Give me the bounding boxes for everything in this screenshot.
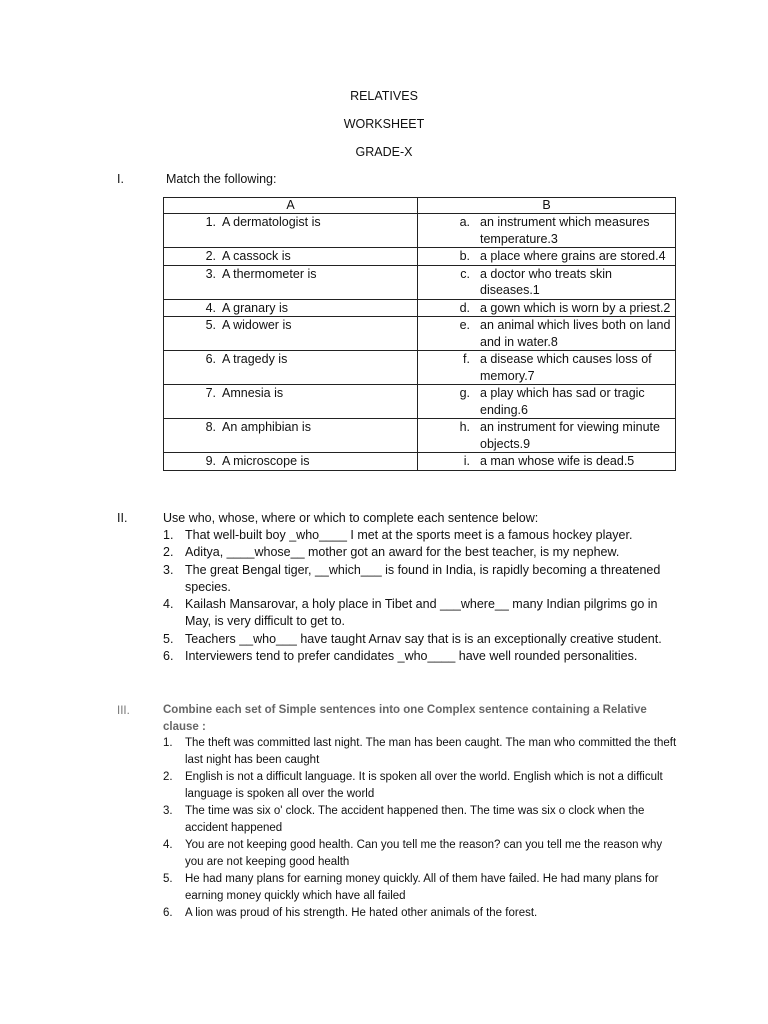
list-item-text: That well-built boy _who____ I met at the sports meet is a famous hockey player.: [185, 528, 633, 542]
item-term: A cassock is: [222, 249, 291, 263]
list-item-text: Aditya, ____whose__ mother got an award for the best teacher, is my nephew.: [185, 545, 620, 560]
item-number: 3.: [205, 266, 216, 281]
list-item-number: 1.: [163, 528, 174, 542]
section3-heading: Combine each set of Simple sentences into one Complex sentence containing a Relative clause :: [163, 704, 647, 733]
item-term: A microscope is: [222, 454, 310, 468]
match-cell-b: [418, 453, 676, 471]
match-cell-a: [164, 419, 418, 453]
item-definition: a place where grains are stored.4: [480, 249, 666, 263]
match-row: [164, 419, 676, 453]
list-item-number: 6.: [163, 907, 173, 919]
match-cell-a: [164, 385, 418, 419]
list-item: [163, 769, 683, 803]
list-item-number: 4.: [163, 597, 174, 612]
list-item-number: 6.: [163, 649, 174, 664]
item-number: 1.: [205, 215, 216, 229]
list-item-number: 2.: [163, 545, 174, 560]
item-term: A dermatologist is: [222, 215, 321, 229]
list-item: [163, 735, 683, 769]
match-cell-b: [418, 248, 676, 266]
item-letter: h.: [459, 420, 470, 434]
section2-number: II.: [117, 511, 128, 525]
item-term: A tragedy is: [222, 352, 288, 366]
list-item: [163, 803, 683, 837]
item-definition: a disease which causes loss of memory.7: [480, 352, 652, 383]
list-item-number: 2.: [163, 771, 173, 783]
match-row: [164, 351, 676, 385]
list-item-text: Kailash Mansarovar, a holy place in Tibet and ___where__ many Indian pilgrims go in May, is very difficult to get to.: [185, 597, 658, 629]
item-letter: f.: [463, 352, 470, 366]
section2-list: [163, 527, 683, 665]
item-letter: b.: [459, 249, 470, 263]
list-item: [163, 905, 683, 922]
match-row: [164, 214, 676, 248]
list-item-text: English is not a difficult language. It is spoken all over the world. English which is not a difficult language is spoken all over the world: [185, 771, 663, 800]
match-table-header: [164, 198, 676, 214]
worksheet-title: RELATIVES: [350, 89, 418, 103]
list-item-number: 3.: [163, 562, 174, 577]
match-row: [164, 317, 676, 351]
list-item-text: Interviewers tend to prefer candidates _who____ have well rounded personalities.: [185, 649, 638, 664]
match-cell-a: [164, 248, 418, 266]
match-row: [164, 453, 676, 471]
item-letter: e.: [459, 318, 470, 332]
list-item-text: A lion was proud of his strength. He hated other animals of the forest.: [185, 907, 538, 919]
match-cell-b: [418, 265, 676, 299]
worksheet-subtitle: WORKSHEET: [343, 117, 425, 131]
item-term: A widower is: [222, 318, 292, 332]
list-item: [163, 544, 683, 561]
match-cell-b: [418, 317, 676, 351]
list-item: [163, 648, 683, 665]
item-number: 4.: [205, 300, 216, 315]
match-row: [164, 248, 676, 266]
item-definition: a doctor who treats skin diseases.1: [480, 266, 613, 297]
section1-heading: Match the following:: [166, 172, 277, 186]
list-item: [163, 871, 683, 905]
match-cell-b: [418, 385, 676, 419]
item-term: A thermometer is: [222, 266, 317, 281]
column-b-header: B: [418, 198, 676, 214]
list-item-number: 3.: [163, 805, 173, 817]
column-a-header: A: [164, 198, 418, 214]
list-item-text: The theft was committed last night. The man has been caught. The man who committed the theft last night has been caught: [185, 737, 677, 766]
match-cell-a: [164, 214, 418, 248]
match-cell-a: [164, 265, 418, 299]
item-definition: an instrument for viewing minute objects.9: [480, 420, 660, 451]
list-item-text: You are not keeping good health. Can you tell me the reason? can you tell me the reason why you are not keeping good health: [185, 839, 663, 868]
list-item-number: 4.: [163, 839, 173, 851]
item-letter: i.: [463, 454, 470, 468]
item-number: 9.: [205, 454, 216, 468]
section3-number: III.: [117, 705, 130, 717]
item-definition: a play which has sad or tragic ending.6: [480, 386, 645, 417]
match-cell-a: [164, 299, 418, 317]
item-definition: a gown which is worn by a priest.2: [480, 300, 671, 315]
item-number: 6.: [205, 352, 216, 366]
section3-list: [163, 735, 683, 922]
item-term: A granary is: [222, 300, 289, 315]
item-letter: c.: [460, 266, 470, 281]
list-item: [163, 596, 683, 631]
item-number: 7.: [205, 386, 216, 400]
list-item-text: The time was six o' clock. The accident happened then. The time was six o clock when the accident happened: [185, 805, 645, 834]
item-definition: an animal which lives both on land and in water.8: [480, 318, 671, 349]
match-cell-b: [418, 299, 676, 317]
match-cell-b: [418, 419, 676, 453]
section2-heading: Use who, whose, where or which to complete each sentence below:: [163, 511, 539, 525]
list-item-text: The great Bengal tiger, __which___ is found in India, is rapidly becoming a threatened species.: [185, 562, 661, 594]
list-item: [163, 837, 683, 871]
match-cell-a: [164, 351, 418, 385]
section1-number: I.: [117, 172, 124, 186]
item-number: 5.: [205, 318, 216, 332]
list-item-text: He had many plans for earning money quickly. All of them have failed. He had many plans for earning money quickly which have all failed: [185, 873, 659, 902]
item-term: Amnesia is: [222, 386, 284, 400]
list-item: [163, 562, 683, 597]
match-row: [164, 299, 676, 317]
list-item: [163, 631, 683, 648]
grade-label: GRADE-X: [355, 145, 413, 159]
match-cell-a: [164, 317, 418, 351]
item-term: An amphibian is: [222, 420, 311, 434]
item-definition: a man whose wife is dead.5: [480, 454, 635, 468]
item-number: 8.: [205, 420, 216, 434]
match-cell-b: [418, 214, 676, 248]
match-cell-b: [418, 351, 676, 385]
match-row: [164, 385, 676, 419]
list-item-text: Teachers __who___ have taught Arnav say that is is an exceptionally creative student.: [185, 631, 662, 646]
list-item-number: 1.: [163, 737, 173, 749]
list-item-number: 5.: [163, 873, 173, 885]
item-definition: an instrument which measures temperature.3: [480, 215, 650, 246]
list-item-number: 5.: [163, 631, 174, 646]
item-letter: a.: [459, 215, 470, 229]
match-row: [164, 265, 676, 299]
match-cell-a: [164, 453, 418, 471]
list-item: [163, 527, 683, 544]
item-letter: g.: [459, 386, 470, 400]
match-table: [163, 197, 676, 471]
item-number: 2.: [205, 249, 216, 263]
item-letter: d.: [459, 300, 470, 315]
